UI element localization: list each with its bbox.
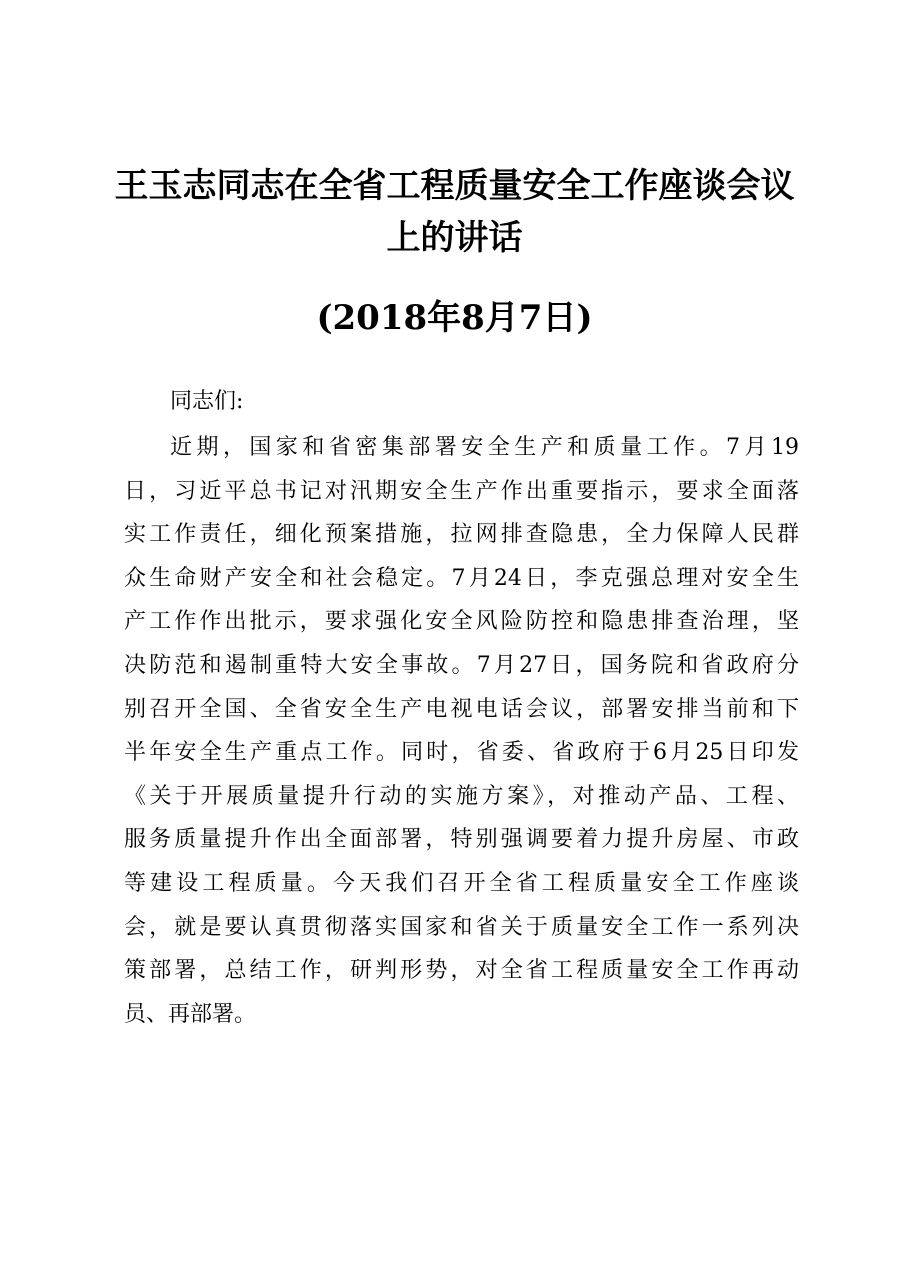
salutation: 同志们:: [170, 389, 244, 414]
paragraph-line: 决防范和遏制重特大安全事故。7月27日，国务院和省政府分: [124, 652, 799, 678]
document-title: [0, 160, 909, 264]
paragraph-line: 员、再部署。: [124, 1001, 257, 1027]
paragraph-line: 日，习近平总书记对汛期安全生产作出重要指示，要求全面落: [124, 478, 799, 504]
paragraph-line: 等建设工程质量。今天我们召开全省工程质量安全工作座谈: [124, 870, 799, 896]
paragraph-line: 《关于开展质量提升行动的实施方案》，对推动产品、工程、: [124, 783, 799, 809]
document-date: (2018年8月7日): [316, 298, 593, 338]
paragraph-line: 产工作作出批示，要求强化安全风险防控和隐患排查治理，坚: [124, 609, 799, 635]
title-line-2: 上的讲话: [386, 218, 523, 258]
paragraph-line: 别召开全国、全省安全生产电视电话会议，部署安排当前和下: [124, 696, 799, 722]
paragraph-line: 半年安全生产重点工作。同时，省委、省政府于6月25日印发: [124, 740, 799, 766]
body-paragraph: [124, 426, 799, 1036]
paragraph-line: 服务质量提升作出全面部署，特别强调要着力提升房屋、市政: [124, 827, 799, 853]
paragraph-line: 策部署，总结工作，研判形势，对全省工程质量安全工作再动: [124, 958, 799, 984]
paragraph-line: 实工作责任，细化预案措施，拉网排查隐患，全力保障人民群: [124, 522, 799, 548]
paragraph-line: 众生命财产安全和社会稳定。7月24日，李克强总理对安全生: [124, 565, 799, 591]
paragraph-line: 会，就是要认真贯彻落实国家和省关于质量安全工作一系列决: [124, 914, 799, 940]
paragraph-line: 近期，国家和省密集部署安全生产和质量工作。7月19: [170, 435, 799, 460]
title-line-1: 王玉志同志在全省工程质量安全工作座谈会议: [114, 166, 795, 206]
